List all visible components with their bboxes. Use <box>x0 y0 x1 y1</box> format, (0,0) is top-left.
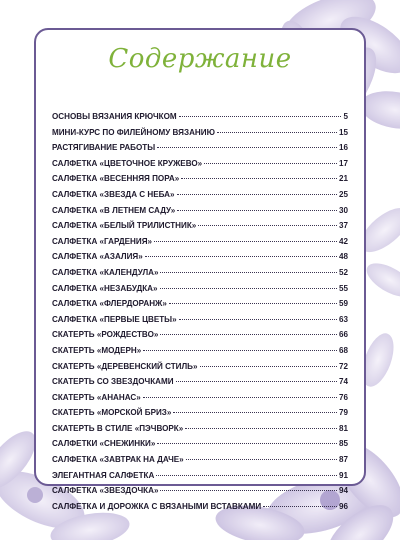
dot-leader <box>143 397 337 398</box>
toc-entry-page: 17 <box>338 158 348 168</box>
toc-entry-page: 21 <box>338 174 348 184</box>
toc-entry-page: 76 <box>338 392 348 402</box>
dot-leader <box>185 428 337 429</box>
toc-entry-page: 87 <box>338 455 348 465</box>
toc-entry-page: 15 <box>338 127 348 137</box>
toc-entry-title: САЛФЕТКА «ФЛЕРДОРАНЖ» <box>52 299 167 309</box>
dot-leader <box>263 506 337 507</box>
toc-entry-page: 91 <box>338 470 348 480</box>
toc-entry-title: САЛФЕТКА «ЗАВТРАК НА ДАЧЕ» <box>52 455 184 465</box>
toc-list <box>52 112 348 517</box>
toc-entry-page: 94 <box>338 486 348 496</box>
toc-entry-title: СКАТЕРТЬ «АНАНАС» <box>52 392 141 402</box>
toc-entry-title: ЭЛЕГАНТНАЯ САЛФЕТКА <box>52 470 155 480</box>
toc-entry-title: САЛФЕТКА «АЗАЛИЯ» <box>52 252 143 262</box>
toc-entry-title: СКАТЕРТЬ «РОЖДЕСТВО» <box>52 330 159 340</box>
dot-leader <box>179 319 337 320</box>
dot-leader <box>173 412 337 413</box>
toc-entry-title: САЛФЕТКА «БЕЛЫЙ ТРИЛИСТНИК» <box>52 221 197 231</box>
toc-entry-page: 55 <box>338 283 348 293</box>
toc-entry-page: 42 <box>338 236 348 246</box>
toc-entry[interactable] <box>52 362 348 378</box>
toc-entry-page: 30 <box>338 205 348 215</box>
toc-entry[interactable] <box>52 190 348 206</box>
dot-leader <box>157 147 337 148</box>
toc-entry-page: 96 <box>338 501 348 511</box>
toc-entry-page: 74 <box>338 377 348 387</box>
toc-entry[interactable] <box>52 393 348 409</box>
toc-entry[interactable] <box>52 221 348 237</box>
toc-entry-title: ОСНОВЫ ВЯЗАНИЯ КРЮЧКОМ <box>52 112 177 121</box>
toc-entry[interactable] <box>52 424 348 440</box>
toc-entry-title: САЛФЕТКА «НЕЗАБУДКА» <box>52 283 158 293</box>
toc-entry-page: 66 <box>338 330 348 340</box>
dot-leader <box>181 178 337 179</box>
toc-entry-title: САЛФЕТКИ «СНЕЖИНКИ» <box>52 439 156 449</box>
dot-leader <box>169 303 337 304</box>
toc-entry-title: САЛФЕТКА «КАЛЕНДУЛА» <box>52 267 159 277</box>
toc-entry-page: 81 <box>338 423 348 433</box>
toc-entry-title: СКАТЕРТЬ В СТИЛЕ «ПЭЧВОРК» <box>52 423 184 433</box>
toc-entry-page: 37 <box>338 221 348 231</box>
toc-entry-title: САЛФЕТКА «ЗВЕЗДОЧКА» <box>52 486 159 496</box>
toc-entry-page: 48 <box>338 252 348 262</box>
dot-leader <box>143 350 337 351</box>
toc-entry-title: САЛФЕТКА «ГАРДЕНИЯ» <box>52 236 153 246</box>
toc-entry-page: 5 <box>343 112 348 121</box>
dot-leader <box>200 366 337 367</box>
dot-leader <box>160 272 337 273</box>
dot-leader <box>160 288 337 289</box>
toc-entry[interactable] <box>52 486 348 502</box>
toc-entry[interactable] <box>52 346 348 362</box>
dot-leader <box>177 210 337 211</box>
dot-leader <box>217 132 337 133</box>
toc-entry-title: СКАТЕРТЬ «МОДЕРН» <box>52 345 142 355</box>
toc-entry-page: 79 <box>338 408 348 418</box>
toc-entry[interactable] <box>52 159 348 175</box>
toc-entry-page: 16 <box>338 143 348 153</box>
dot-leader <box>154 241 337 242</box>
toc-entry-page: 25 <box>338 189 348 199</box>
toc-entry-title: МИНИ-КУРС ПО ФИЛЕЙНОМУ ВЯЗАНИЮ <box>52 127 215 137</box>
toc-entry-page: 59 <box>338 299 348 309</box>
dot-leader <box>156 475 337 476</box>
toc-entry-title: САЛФЕТКА «ЗВЕЗДА С НЕБА» <box>52 189 175 199</box>
toc-entry[interactable] <box>52 206 348 222</box>
toc-entry-title: САЛФЕТКА «В ЛЕТНЕМ САДУ» <box>52 205 176 215</box>
toc-entry[interactable] <box>52 174 348 190</box>
toc-entry[interactable] <box>52 268 348 284</box>
dot-leader <box>186 459 337 460</box>
toc-entry[interactable] <box>52 237 348 253</box>
toc-entry-page: 85 <box>338 439 348 449</box>
toc-entry-title: САЛФЕТКА «ЦВЕТОЧНОЕ КРУЖЕВО» <box>52 158 203 168</box>
toc-entry-title: СКАТЕРТЬ «МОРСКОЙ БРИЗ» <box>52 408 172 418</box>
dot-leader <box>176 381 337 382</box>
dot-leader <box>204 163 337 164</box>
toc-entry[interactable] <box>52 252 348 268</box>
dot-leader <box>179 116 342 117</box>
toc-entry[interactable] <box>52 471 348 487</box>
toc-entry[interactable] <box>52 439 348 455</box>
toc-entry-title: СКАТЕРТЬ «ДЕРЕВЕНСКИЙ СТИЛЬ» <box>52 361 198 371</box>
toc-entry-title: САЛФЕТКА «ПЕРВЫЕ ЦВЕТЫ» <box>52 314 177 324</box>
toc-entry[interactable] <box>52 299 348 315</box>
toc-entry[interactable] <box>52 455 348 471</box>
contents-heading: Содержание <box>108 44 292 74</box>
toc-entry-page: 63 <box>338 314 348 324</box>
toc-entry[interactable] <box>52 143 348 159</box>
dot-leader <box>198 225 337 226</box>
toc-entry-title: САЛФЕТКА «ВЕСЕННЯЯ ПОРА» <box>52 174 180 184</box>
toc-entry-title: СКАТЕРТЬ СО ЗВЕЗДОЧКАМИ <box>52 377 174 387</box>
toc-entry-page: 52 <box>338 267 348 277</box>
dot-leader <box>160 490 337 491</box>
toc-entry[interactable] <box>52 408 348 424</box>
contents-panel <box>34 28 366 511</box>
dot-leader <box>145 256 337 257</box>
toc-entry[interactable] <box>52 315 348 331</box>
toc-entry[interactable] <box>52 502 348 518</box>
dot-leader <box>177 194 337 195</box>
toc-entry[interactable] <box>52 284 348 300</box>
toc-entry[interactable] <box>52 128 348 144</box>
toc-entry-page: 72 <box>338 361 348 371</box>
toc-entry[interactable] <box>52 112 348 128</box>
toc-entry-title: РАСТЯГИВАНИЕ РАБОТЫ <box>52 143 156 153</box>
toc-entry-title: САЛФЕТКА И ДОРОЖКА С ВЯЗАНЫМИ ВСТАВКАМИ <box>52 501 262 511</box>
toc-entry-page: 68 <box>338 345 348 355</box>
toc-entry[interactable] <box>52 330 348 346</box>
dot-leader <box>157 443 337 444</box>
toc-entry[interactable] <box>52 377 348 393</box>
dot-leader <box>160 334 337 335</box>
